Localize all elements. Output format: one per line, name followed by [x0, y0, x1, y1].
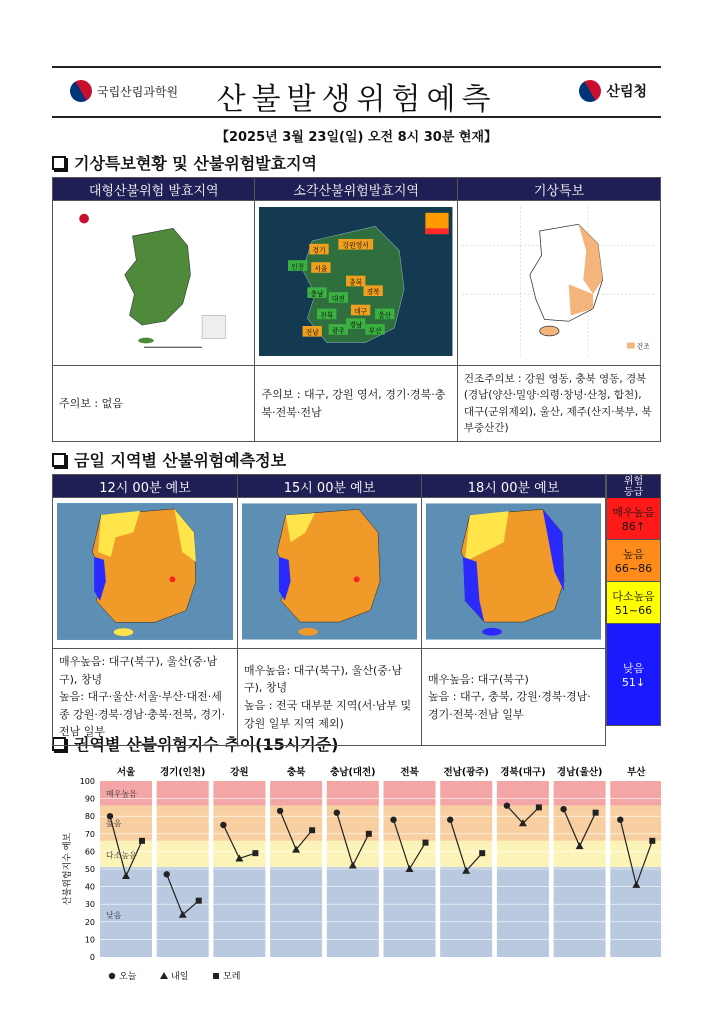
level-very-high: [607, 498, 660, 540]
note-12-high: 높음: 대구·울산·서울·부산·대전·세종 강원·경북·경남·충북·전북, 경기·전남 일부: [59, 690, 226, 739]
level-high-name: 높음: [622, 548, 645, 561]
map-region-label: 강원영서: [343, 241, 370, 250]
risk-band: [610, 806, 661, 841]
risk-band: [327, 781, 379, 806]
korea-map-green: [57, 205, 250, 358]
point-dayafter: [479, 850, 485, 856]
section1-title: 기상특보현황 및 산불위험발효지역: [74, 154, 317, 173]
region-panel: [440, 766, 492, 957]
point-today: [504, 802, 510, 808]
risk-band: [440, 806, 492, 841]
map-region-label: 경북: [367, 288, 381, 297]
band-label: 낮음: [106, 910, 122, 920]
point-dayafter: [309, 827, 315, 833]
forecast-map-15: [238, 498, 422, 649]
korea-map-dark: [259, 205, 452, 358]
large-fire-map: [53, 201, 255, 366]
region-label: 부산: [627, 767, 646, 778]
point-tomorrow: [160, 972, 168, 979]
report-page: [52, 66, 661, 993]
col-large-fire: 대형산불위험 발효지역: [53, 178, 255, 201]
point-dayafter: [252, 850, 258, 856]
level-very-high-name: 매우높음: [612, 506, 655, 519]
risk-band: [610, 781, 661, 806]
col-12h: 12시 00분 예보: [53, 475, 238, 498]
risk-map-12: [57, 502, 233, 641]
map-region-label: 울산: [378, 311, 392, 320]
burn-fire-note: 주의보 : 대구, 강원 영서, 경기·경북·충북·전북·전남: [255, 366, 457, 442]
forecast-note-15: [238, 649, 422, 746]
risk-band: [157, 841, 209, 867]
level-header: 위험 등급: [607, 475, 660, 498]
risk-band: [497, 841, 549, 867]
section2-heading: [52, 448, 661, 471]
weather-map: [457, 201, 660, 366]
map-region-label: 경기: [312, 246, 326, 255]
point-today: [560, 806, 566, 812]
kfs-logo: [579, 80, 647, 102]
map-region-label: 전남: [306, 328, 320, 337]
level-moderate: [607, 582, 660, 624]
region-panel: [610, 766, 661, 957]
region-panel: [554, 766, 606, 957]
region-panel: [497, 766, 549, 957]
point-dayafter: [593, 810, 599, 816]
point-today: [220, 822, 226, 828]
report-title: 산불발생위험예측: [216, 82, 497, 117]
risk-band: [554, 781, 606, 806]
level-low: [607, 624, 660, 725]
point-dayafter: [196, 898, 202, 904]
risk-band: [440, 867, 492, 957]
y-tick-label: 50: [84, 865, 95, 874]
y-tick-label: 30: [84, 900, 95, 910]
org-left: 국립산림과학원: [97, 84, 179, 99]
forecast-block: [52, 474, 661, 739]
org-right: 산림청: [606, 84, 647, 100]
map3-legend: 건조: [636, 342, 650, 351]
level-moderate-range: 51~66: [614, 604, 653, 617]
region-panel: [157, 766, 209, 957]
risk-band: [610, 841, 661, 867]
y-tick-label: 80: [84, 812, 95, 822]
col-15h: 15시 00분 예보: [238, 475, 422, 498]
y-tick-label: 70: [84, 829, 95, 839]
region-label: 충남(대전): [330, 767, 376, 778]
legend-label: 내일: [171, 972, 189, 982]
report-header: [52, 66, 661, 118]
map-region-label: 서울: [314, 264, 328, 273]
region-label: 서울: [116, 767, 136, 778]
risk-band: [440, 781, 492, 806]
band-label: 매우높음: [106, 789, 137, 799]
level-moderate-name: 다소높음: [612, 590, 655, 603]
risk-band: [270, 841, 322, 867]
note-12-very-high: 매우높음: 대구(북구), 울산(중·남구), 창녕: [59, 655, 218, 686]
risk-band: [384, 806, 436, 841]
regional-trend-chart: [52, 761, 661, 989]
point-today: [164, 871, 170, 877]
forecast-note-18: [422, 649, 606, 746]
risk-map-18: [426, 502, 601, 641]
y-tick-label: 100: [79, 777, 95, 786]
map-region-label: 부산: [368, 326, 383, 335]
level-low-range: 51↓: [621, 676, 646, 689]
y-tick-label: 0: [89, 953, 95, 962]
risk-band: [270, 781, 322, 806]
map-region-label: 대구: [354, 307, 368, 316]
map-region-label: 충북: [349, 278, 363, 287]
region-label: 전북: [400, 767, 419, 778]
region-label: 전남(광주): [443, 767, 489, 778]
risk-band: [157, 781, 209, 806]
map-region-label: 광주: [332, 326, 346, 335]
y-tick-label: 10: [84, 935, 95, 945]
map-region-label: 인천: [291, 262, 305, 271]
level-high: [607, 540, 660, 582]
large-fire-note: 주의보 : 없음: [53, 366, 255, 442]
weather-note: 건조주의보 : 강원 영동, 충북 영동, 경북(경남(양산·밀양·의령·창녕·산청, 합천), 대구(군위제외), 울산, 제주(산지·북부, 북부중산간): [457, 366, 660, 442]
risk-band: [554, 867, 606, 957]
region-panel: [213, 766, 265, 957]
map-region-label: 대전: [332, 294, 346, 303]
level-very-high-range: 86↑: [621, 520, 646, 533]
map-region-label: 전북: [320, 311, 334, 320]
korea-map-weather: [462, 205, 656, 358]
risk-band: [157, 806, 209, 841]
risk-map-15: [242, 502, 417, 641]
region-label: 충북: [286, 767, 306, 778]
checkbox-icon: [52, 156, 66, 170]
point-dayafter: [423, 840, 429, 846]
region-panel: [384, 766, 436, 957]
region-label: 경남(울산): [556, 767, 603, 778]
region-label: 강원: [230, 767, 249, 778]
level-low-name: 낮음: [622, 662, 645, 675]
risk-band: [213, 781, 265, 806]
burn-fire-map: [255, 201, 457, 366]
legend-label: 오늘: [119, 972, 137, 982]
y-axis-label: 산불위험지수 예보: [63, 832, 73, 906]
section2-title: 금일 지역별 산불위험예측정보: [74, 451, 287, 470]
note-15-very-high: 매우높음: 대구(북구), 울산(중·남구), 창녕: [244, 663, 403, 695]
risk-band: [497, 781, 549, 806]
y-tick-label: 20: [84, 917, 95, 927]
forecast-note-12: [53, 649, 238, 746]
y-tick-label: 40: [84, 882, 95, 892]
y-tick-label: 60: [84, 847, 95, 857]
col-18h: 18시 00분 예보: [422, 475, 606, 498]
risk-band: [327, 867, 379, 957]
point-today: [334, 809, 340, 815]
point-dayafter: [649, 838, 655, 844]
forecast-map-12: [53, 498, 238, 649]
band-label: 높음: [106, 819, 122, 829]
map-region-label: 충남: [310, 290, 325, 299]
map-region-label: 경남: [349, 320, 363, 329]
risk-band: [384, 781, 436, 806]
checkbox-icon: [52, 453, 66, 467]
point-today: [277, 808, 283, 814]
point-dayafter: [366, 831, 372, 837]
region-panel: [270, 766, 322, 957]
forecast-table: [52, 474, 606, 746]
point-dayafter: [139, 838, 145, 844]
point-today: [109, 973, 115, 979]
band-label: 다소높음: [106, 850, 137, 860]
point-dayafter: [536, 804, 542, 810]
section3-title: 권역별 산불위험지수 추이(15시기준): [74, 735, 339, 754]
risk-level-legend: [606, 474, 661, 726]
chart-legend: [109, 970, 241, 982]
report-datetime: 【2025년 3월 23일(일) 오전 8시 30분 현재】: [215, 130, 498, 145]
col-weather: 기상특보: [457, 178, 660, 201]
region-label: 경북(대구): [500, 767, 546, 778]
level-high-range: 66~86: [614, 562, 653, 575]
risk-band: [384, 867, 436, 957]
y-tick-label: 90: [84, 794, 95, 804]
taeguk-icon: [575, 76, 605, 106]
col-burn-fire: 소각산불위험발효지역: [255, 178, 457, 201]
risk-band: [497, 867, 549, 957]
point-today: [390, 817, 396, 823]
warning-table: [52, 177, 661, 442]
section1-heading: [52, 151, 661, 174]
region-label: 경기(인천): [159, 767, 206, 778]
forecast-map-18: [422, 498, 606, 649]
note-15-high: 높음 : 전국 대부분 지역(서·남부 및 강원 일부 지역 제외): [244, 698, 412, 730]
point-dayafter: [213, 973, 219, 979]
risk-band: [270, 867, 322, 957]
region-panel: [327, 766, 379, 957]
note-18-high: 높음 : 대구, 충북, 강원·경북·경남· 경기·전북·전남 일부: [428, 690, 591, 721]
point-today: [617, 817, 623, 823]
point-today: [447, 817, 453, 823]
risk-band: [213, 867, 265, 957]
legend-label: 모레: [223, 972, 241, 982]
note-18-very-high: 매우높음: 대구(북구): [428, 672, 529, 686]
